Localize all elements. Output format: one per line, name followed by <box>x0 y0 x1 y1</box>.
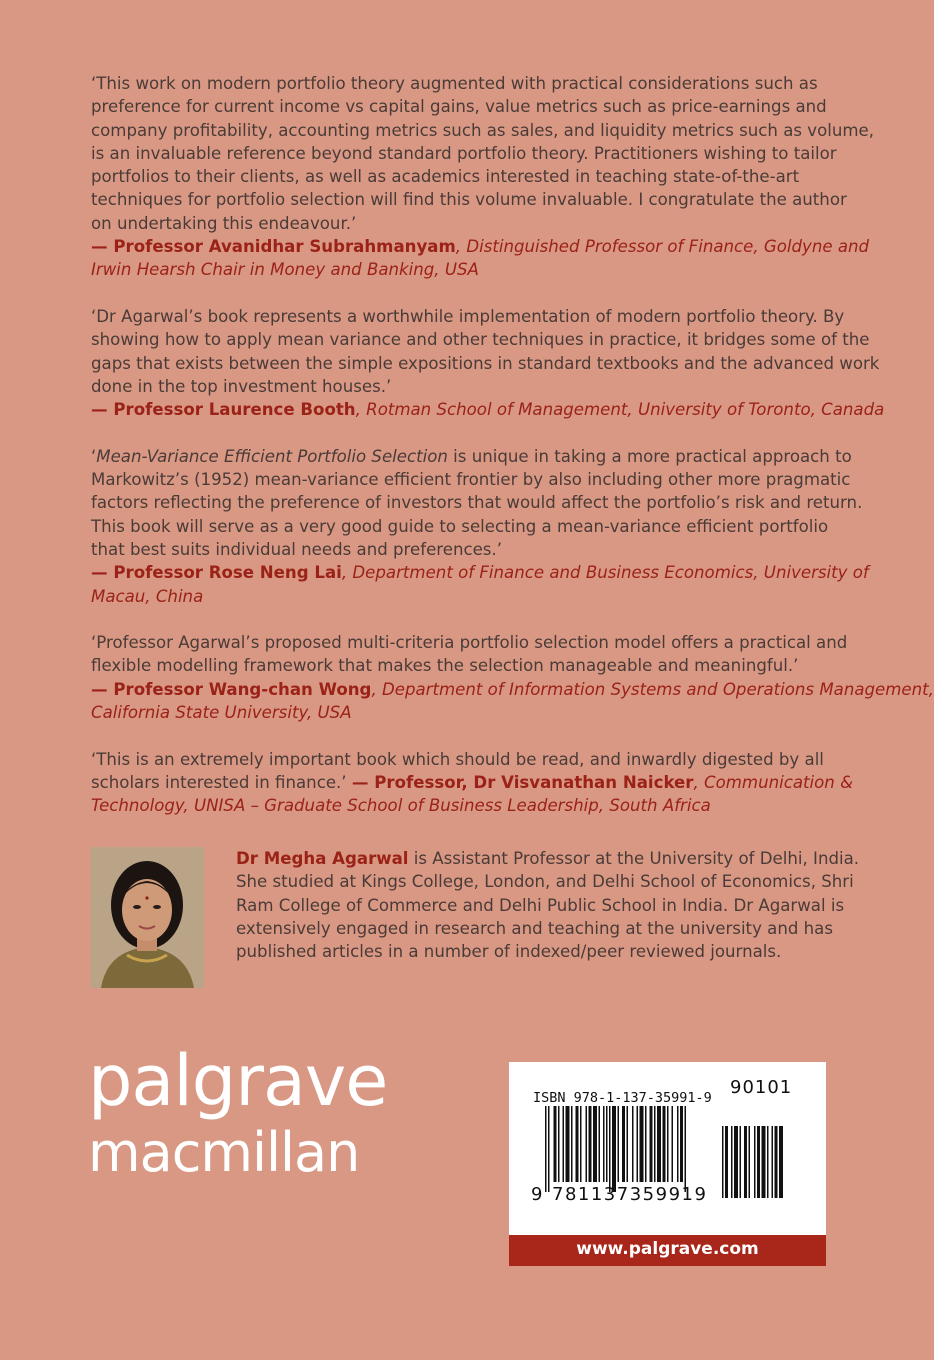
barcode-bar <box>637 1106 639 1182</box>
endorsements <box>91 72 934 841</box>
barcode-bar <box>589 1106 592 1182</box>
barcode-bar <box>657 1106 661 1182</box>
endorsement-lai <box>91 445 869 608</box>
barcode-bar <box>749 1126 751 1198</box>
addon-barcode <box>722 1126 806 1198</box>
author-text: is Assistant Professor at the University of Delhi, India. <box>408 849 860 868</box>
publisher-url[interactable]: www.palgrave.com <box>509 1235 826 1266</box>
quote-line <box>91 771 854 794</box>
author-line: extensively engaged in research and teaching at the university and has <box>236 918 833 938</box>
author-line: She studied at Kings College, London, and Delhi School of Economics, Shri <box>236 872 854 892</box>
endorser-affiliation: Macau, China <box>91 586 204 606</box>
barcode-bar <box>554 1106 557 1182</box>
barcode-bar <box>650 1106 653 1182</box>
barcode-bar <box>618 1106 620 1182</box>
endorser-name: — Professor Wang-chan Wong <box>91 679 372 699</box>
barcode-bar <box>725 1126 728 1198</box>
quote-line: done in the top investment houses.’ <box>91 376 392 396</box>
barcode-bar <box>672 1106 674 1182</box>
quote-line: Markowitz’s (1952) mean-variance efficient frontier by also including other more pragmatic <box>91 470 851 490</box>
barcode-bar <box>609 1106 611 1192</box>
barcode-bar <box>680 1106 683 1182</box>
book-title: Mean-Variance Efficient Portfolio Selection <box>96 446 448 466</box>
barcode-panel <box>509 1062 826 1235</box>
endorser-affiliation: , Department of Information Systems and Operations Management, <box>371 679 934 699</box>
logo-line-palgrave: palgrave <box>88 1040 388 1122</box>
attribution <box>91 678 934 701</box>
barcode-bar <box>548 1106 550 1192</box>
quote-line: This book will serve as a very good guide to selecting a mean-variance efficient portfolio <box>91 516 829 536</box>
quote-line <box>91 445 852 468</box>
barcode-bar <box>740 1126 742 1198</box>
endorsement-wong <box>91 631 934 724</box>
barcode-bar <box>667 1106 669 1182</box>
barcode-bar <box>593 1106 597 1182</box>
quote-text: is unique in taking a more practical approach to <box>447 446 852 466</box>
price-code: 90101 <box>730 1077 793 1098</box>
endorser-name: — Professor Avanidhar Subrahmanyam <box>91 237 456 257</box>
barcode-bar <box>654 1106 656 1182</box>
attribution-continued <box>91 701 826 724</box>
open-quote: ‘ <box>91 446 97 466</box>
barcode-bar <box>762 1126 766 1198</box>
endorsement-booth <box>91 305 885 421</box>
author-line <box>236 847 860 870</box>
ean-digit-group: 781137359919 <box>552 1184 708 1205</box>
barcode-bar <box>580 1106 582 1182</box>
barcode-bar <box>779 1126 783 1198</box>
barcode-bar <box>663 1106 666 1182</box>
attribution-continued <box>91 585 826 608</box>
author-bio <box>91 847 860 989</box>
barcode-bar <box>632 1106 634 1182</box>
quote-line: ‘This is an extremely important book which should be read, and inwardly digested by all <box>91 749 824 769</box>
barcode-bar <box>603 1106 605 1182</box>
endorser-affiliation: Technology, UNISA – Graduate School of Business Leadership, South Africa <box>91 796 711 816</box>
endorser-name: — Professor Rose Neng Lai <box>91 563 342 583</box>
barcode-bar <box>685 1106 687 1192</box>
barcode-bar <box>677 1106 679 1182</box>
barcode-bar <box>772 1126 774 1198</box>
barcode-bar <box>640 1106 644 1182</box>
barcode-bar <box>754 1126 756 1198</box>
ean-first-digit: 9 <box>531 1184 544 1205</box>
author-photo <box>91 847 204 988</box>
endorser-name: — Professor, Dr Visvanathan Naicker <box>351 772 694 792</box>
quote-line: on undertaking this endeavour.’ <box>91 213 357 233</box>
barcode-bar <box>757 1126 760 1198</box>
barcode-bar <box>545 1106 547 1192</box>
barcode-bar <box>563 1106 565 1182</box>
endorser-name: — Professor Laurence Booth <box>91 400 356 420</box>
author-description <box>236 847 860 963</box>
quote-line: gaps that exists between the simple expositions in standard textbooks and the advanced work <box>91 353 880 373</box>
isbn-text: ISBN 978-1-137-35991-9 <box>533 1090 712 1106</box>
author-line: Ram College of Commerce and Delhi Public School in India. Dr Agarwal is <box>236 895 845 915</box>
attribution <box>91 235 870 258</box>
endorser-affiliation: , Communication & <box>693 772 854 792</box>
barcode-bar <box>576 1106 579 1182</box>
attribution-continued <box>91 258 826 281</box>
barcode-bar <box>627 1106 629 1182</box>
quote-line: is an invaluable reference beyond standard portfolio theory. Practitioners wishing to tailor <box>91 143 837 163</box>
barcode-bar <box>722 1126 724 1198</box>
barcode-bar <box>645 1106 647 1182</box>
logo-line-macmillan: macmillan <box>88 1121 360 1184</box>
endorser-affiliation: California State University, USA <box>91 703 352 723</box>
author-name: Dr Megha Agarwal <box>236 849 409 868</box>
endorsement-naicker <box>91 748 854 818</box>
endorser-affiliation: , Rotman School of Management, University of Toronto, Canada <box>355 400 885 420</box>
publisher-logo <box>88 1040 388 1184</box>
ean-barcode <box>545 1106 713 1192</box>
endorser-affiliation: , Department of Finance and Business Economics, University of <box>341 563 869 583</box>
quote-line: ‘Dr Agarwal’s book represents a worthwhile implementation of modern portfolio theory. By <box>91 306 845 326</box>
barcode-bar <box>558 1106 560 1182</box>
quote-text: scholars interested in finance.’ <box>91 772 352 792</box>
barcode-bar <box>571 1106 573 1182</box>
author-portrait-illustration <box>91 847 204 988</box>
attribution <box>91 398 885 421</box>
barcode-bar <box>622 1106 625 1182</box>
quote-line: factors reflecting the preference of investors that would affect the portfolio’s risk and return. <box>91 493 863 513</box>
quote-line: preference for current income vs capital gains, value metrics such as price-earnings and <box>91 97 827 117</box>
barcode-bar <box>744 1126 747 1198</box>
barcode-bar <box>612 1106 616 1192</box>
endorsement-subrahmanyam <box>91 72 875 282</box>
quote-line: that best suits individual needs and preferences.’ <box>91 539 502 559</box>
barcode-bar <box>767 1126 769 1198</box>
barcode-bar <box>734 1126 738 1198</box>
barcode-bar <box>606 1106 608 1182</box>
barcode-bar <box>731 1126 733 1198</box>
quote-line: ‘This work on modern portfolio theory augmented with practical considerations such as <box>91 74 818 93</box>
quote-line: techniques for portfolio selection will find this volume invaluable. I congratulate the author <box>91 190 847 210</box>
quote-line: flexible modelling framework that makes the selection manageable and meaningful.’ <box>91 656 799 676</box>
barcode-bar <box>599 1106 601 1182</box>
endorser-affiliation: Irwin Hearsh Chair in Money and Banking, USA <box>91 260 479 280</box>
quote-line: ‘Professor Agarwal’s proposed multi-criteria portfolio selection model offers a practical and <box>91 633 848 653</box>
attribution <box>91 561 869 584</box>
barcode-bar <box>775 1126 778 1198</box>
barcode-bar <box>566 1106 570 1182</box>
barcode-bar <box>586 1106 588 1182</box>
quote-line: company profitability, accounting metrics such as sales, and liquidity metrics such as volume, <box>91 120 875 140</box>
attribution-continued <box>91 794 826 817</box>
endorser-affiliation: , Distinguished Professor of Finance, Goldyne and <box>455 237 870 257</box>
quote-line: portfolios to their clients, as well as academics interested in teaching state-of-the-art <box>91 167 800 187</box>
quote-line: showing how to apply mean variance and other techniques in practice, it bridges some of the <box>91 330 870 350</box>
author-line: published articles in a number of indexed/peer reviewed journals. <box>236 942 782 962</box>
